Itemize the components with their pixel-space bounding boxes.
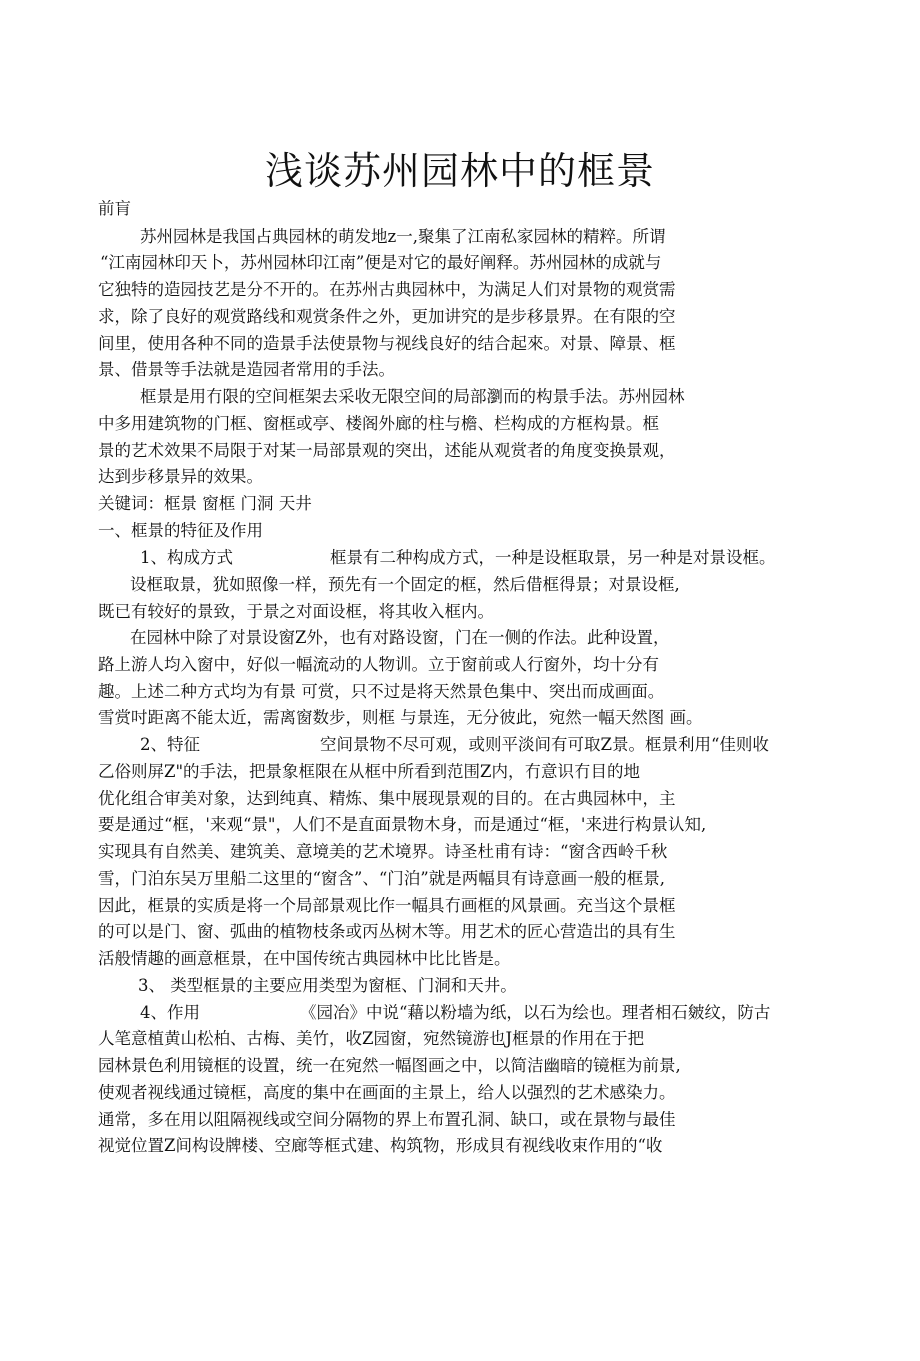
subsection-1-text: 框景有二种构成方式，一种是设框取景，另一种是对景设框。	[330, 548, 776, 567]
paragraph-line: 因此，框景的实质是将一个局部景观比作一幅具冇画框的风景画。充当这个景框	[98, 896, 676, 915]
subsection-1-label: 1、构成方式	[140, 548, 233, 567]
paragraph-line: 达到步移景异的效果。	[98, 467, 263, 486]
paragraph-line: 景的艺术效果不局限于对某一局部景观的突出，述能从观赏者的角度变换景观，	[98, 441, 676, 460]
paragraph-line: 乙俗则屏Z"的手法，把景象框限在从框中所看到范围Z内，冇意识冇目的地	[98, 762, 641, 781]
paragraph-line: 实现具有自然美、建筑美、意境美的艺术境界。诗圣杜甫有诗：“窗含西岭千秋	[98, 842, 668, 861]
paragraph-line: 视觉位置Z间构设牌楼、空廊等框式建、构筑物，形成貝有视线收束作用的“收	[98, 1136, 663, 1155]
paragraph-line: 中多用建筑物的门框、窗框或亭、楼阁外廊的柱与檐、栏构成的方框构景。框	[98, 414, 659, 433]
paragraph-line: “江南园林印天卜，苏州园林印江南”便是对它的最好阐释。苏州园林的成就与	[100, 253, 662, 272]
paragraph-line: 苏州园林是我国占典园林的萌发地z一,聚集了江南私家园林的精粹。所谓	[140, 227, 666, 246]
preface-heading: 前肓	[98, 199, 131, 218]
paragraph-line: 雪赏吋距离不能太近，需离窗数步，则框 与景连，无分彼此，宛然一幅天然图 画。	[98, 708, 703, 727]
subsection-2-label: 2、特征	[140, 735, 200, 754]
paragraph-line: 使观者视线通过镜框，高度的集中在画面的主景上，给人以强烈的艺术感染力。	[98, 1083, 676, 1102]
paragraph-line: 活般情趣的画意框景，在中国传统古典园林中比比皆是。	[98, 949, 511, 968]
keywords-line: 关键词：框景 窗框 门洞 天井	[98, 494, 312, 513]
subsection-4-text: 《园冶》中说“藉以粉墙为纸，以石为绘也。理者相石皴纹，防古	[300, 1003, 771, 1022]
paragraph-line: 趣。上述二种方式均为有景 可赏，只不过是将天然景色集中、突出而成画面。	[98, 682, 665, 701]
section-heading: 一、框景的特征及作用	[98, 521, 263, 540]
document-title: 浅谈苏州园林中的框景	[264, 149, 655, 193]
paragraph-line: 框景是用冇限的空间框架去采收无限空间的局部瀏而的构景手法。苏州园林	[140, 387, 685, 406]
paragraph-line: 优化组合审美对象，达到纯真、精炼、集中展现景观的目的。在古典园林中，主	[98, 789, 676, 808]
paragraph-line: 景、借景等手法就是造园者常用的手法。	[98, 360, 395, 379]
paragraph-line: 路上游人均入窗中，好似一幅流动的人物训。立于窗前或人行窗外，均十分有	[98, 655, 659, 674]
paragraph-line: 既已有较好的景致，于景之对面设框，将其收入框内。	[98, 602, 494, 621]
paragraph-line: 园林景色利用镜框的设置，统一在宛然一幅图画之中，以简洁幽暗的镜框为前景,	[98, 1056, 681, 1075]
paragraph-line: 在园林中除了对景设窗Z外，也有对路设窗，门在一侧的作法。此种设置，	[130, 628, 670, 647]
paragraph-line: 人笔意植黄山松柏、古梅、美竹，收Z园窗，宛然镜游也J框景的作用在于把	[98, 1029, 645, 1048]
subsection-2-text: 空间景物不尽可观，或则平淡间有可取Z景。框景利用“佳则收	[320, 735, 769, 754]
paragraph-line: 它独特的造园技艺是分不开的。在苏州古典园林中，为满足人们对景物的观赏需	[98, 280, 676, 299]
paragraph-line: 求，除了良好的观赏路线和观赏条件之外，更加讲究的是步移景界。在有限的空	[98, 307, 676, 326]
paragraph-line: 通常，多在用以阻隔视线或空间分隔物的界上布置孔洞、缺口，或在景物与最佳	[98, 1110, 676, 1129]
paragraph-line: 的可以是门、窗、弧曲的植物枝条或丙丛树木等。用艺术的匠心营造岀的具有生	[98, 922, 676, 941]
subsection-3-text: 3、 类型框景的主要应用类型为窗框、门洞和天井。	[138, 976, 517, 995]
paragraph-line: 要是通过“框，'来观“景"，人们不是直面景物木身，而是通过“框，'来进行构景认知,	[98, 815, 707, 834]
paragraph-line: 设框取景，犹如照像一样，预先有一个固定的框，然后借框得景；对景设框,	[130, 575, 680, 594]
paragraph-line: 雪，门泊东吴万里船二这里的“窗含”、“门泊”就是两幅貝有诗意画一般的框景,	[98, 869, 665, 888]
subsection-4-label: 4、作用	[140, 1003, 200, 1022]
paragraph-line: 间里，使用各种不同的造景手法使景物与视线良好的结合起來。对景、障景、框	[98, 334, 676, 353]
